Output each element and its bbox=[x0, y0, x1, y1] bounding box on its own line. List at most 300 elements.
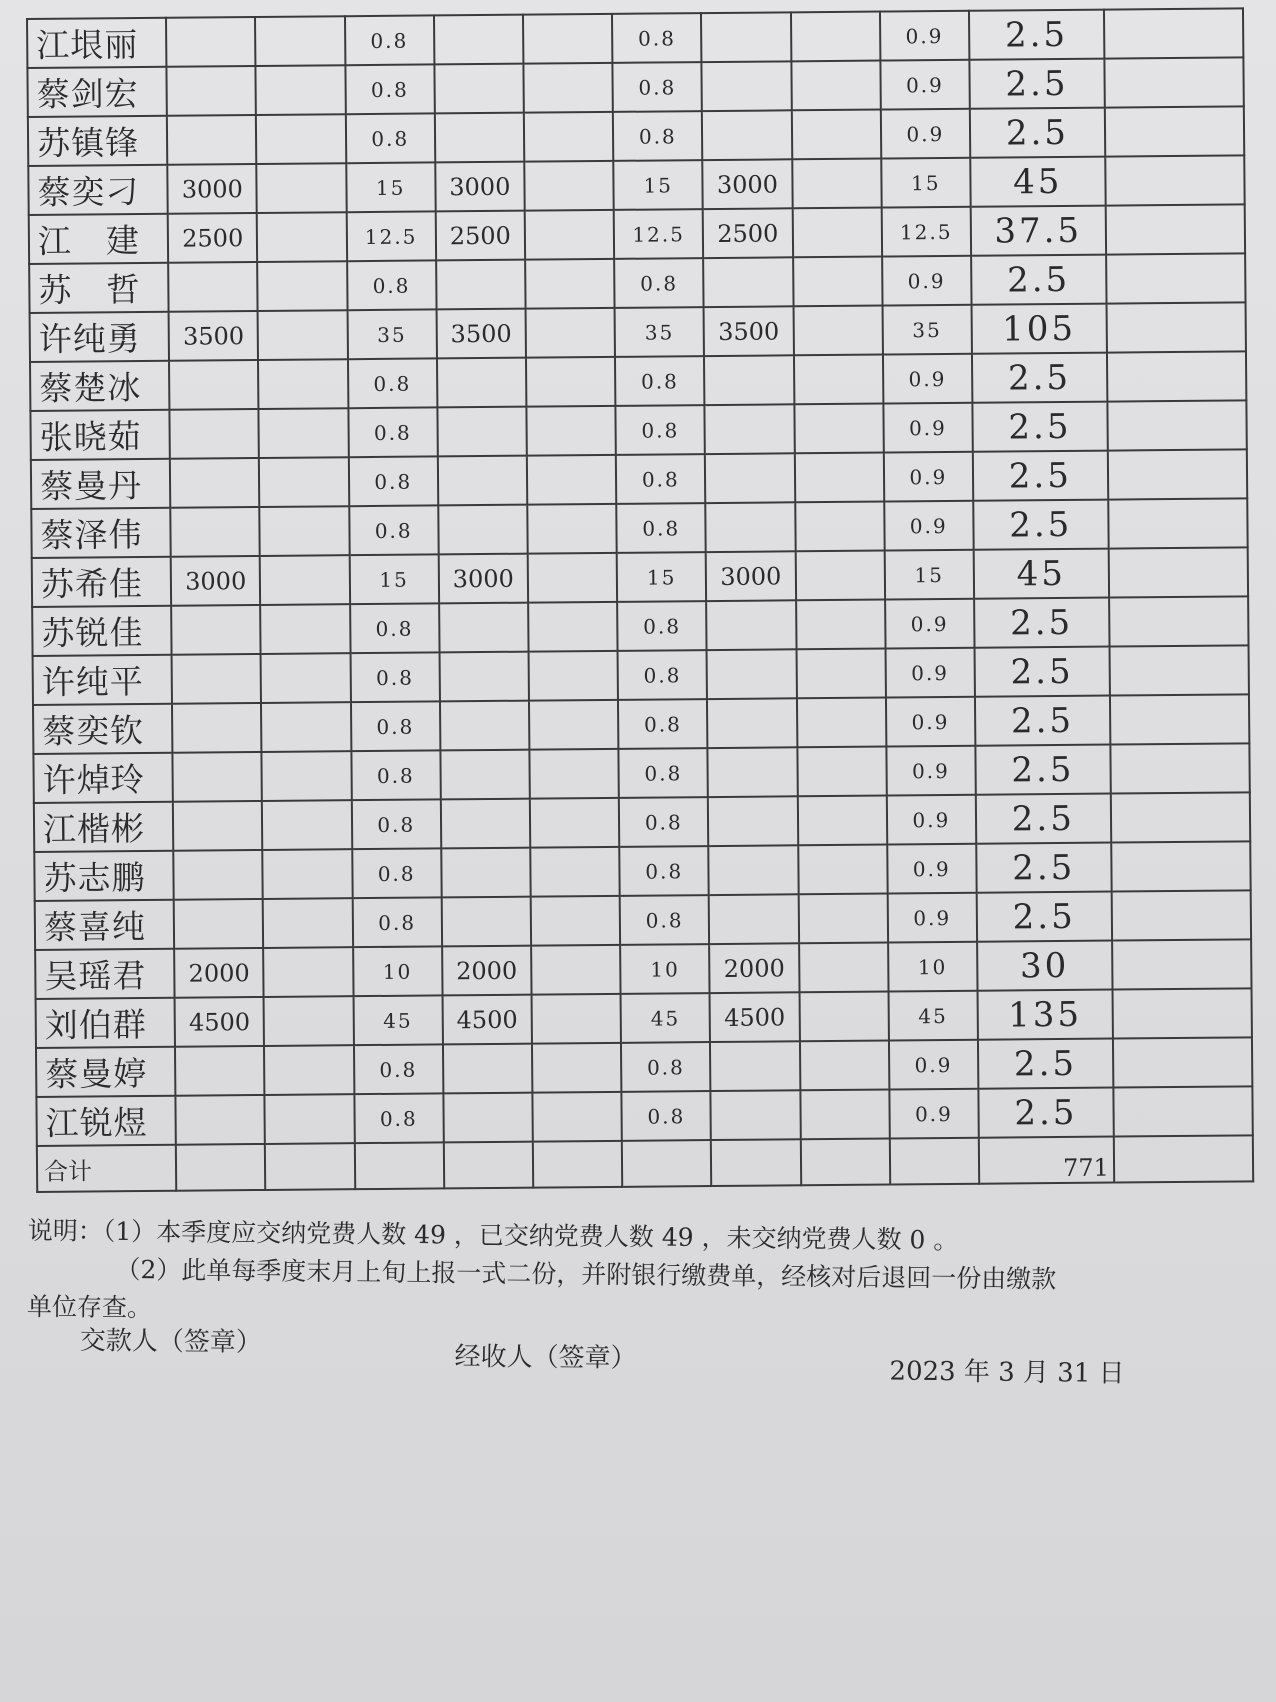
income-cell bbox=[708, 796, 798, 846]
fee-cell: 0.8 bbox=[345, 15, 435, 65]
remark-cell bbox=[1107, 400, 1247, 450]
income-cell bbox=[173, 752, 263, 802]
income-cell bbox=[172, 654, 262, 704]
income-cell bbox=[795, 551, 885, 601]
income-cell bbox=[791, 12, 881, 62]
income-cell bbox=[794, 355, 884, 405]
income-cell bbox=[176, 1095, 266, 1145]
fee-cell: 0.9 bbox=[883, 354, 973, 404]
fee-cell: 0.8 bbox=[614, 258, 704, 308]
member-name-cell: 蔡曼丹 bbox=[31, 459, 171, 509]
income-cell bbox=[259, 408, 349, 458]
receiver-signature-label: 经收人（签章） bbox=[454, 1341, 637, 1374]
income-cell: 2000 bbox=[442, 946, 532, 996]
fee-cell: 0.9 bbox=[882, 256, 972, 306]
income-cell bbox=[434, 64, 524, 114]
income-cell bbox=[532, 994, 622, 1044]
fee-cell: 35 bbox=[882, 305, 972, 355]
income-cell bbox=[527, 504, 617, 554]
fee-cell: 0.9 bbox=[883, 403, 973, 453]
total-fee-cell: 45 bbox=[974, 549, 1109, 599]
remark-cell bbox=[1105, 155, 1245, 205]
income-cell bbox=[792, 159, 882, 209]
income-cell bbox=[524, 112, 614, 162]
summary-total: 771 bbox=[979, 1137, 1114, 1184]
income-cell bbox=[258, 310, 348, 360]
fee-cell: 0.8 bbox=[354, 1093, 444, 1143]
income-cell bbox=[525, 259, 615, 309]
payer-signature-label: 交款人（签章） bbox=[79, 1325, 262, 1358]
member-name-cell: 苏镇锋 bbox=[28, 116, 168, 166]
income-cell bbox=[709, 894, 799, 944]
income-cell: 3500 bbox=[169, 311, 259, 361]
income-cell bbox=[524, 161, 614, 211]
income-cell bbox=[438, 456, 528, 506]
fee-cell: 0.8 bbox=[616, 405, 706, 455]
income-cell bbox=[168, 262, 258, 312]
total-fee-cell: 2.5 bbox=[969, 59, 1104, 109]
summary-empty-cell bbox=[444, 1142, 534, 1189]
income-cell: 4500 bbox=[710, 992, 800, 1042]
income-cell bbox=[440, 750, 530, 800]
income-cell bbox=[530, 798, 620, 848]
fee-cell: 0.9 bbox=[886, 697, 976, 747]
income-cell bbox=[167, 115, 257, 165]
income-cell bbox=[170, 507, 260, 557]
note-line-1: 说明：（1）本季度应交纳党费人数 49 ，已交纳党费人数 49 ，未交纳党费人数 0 。 bbox=[27, 1215, 959, 1255]
member-name-cell: 江 建 bbox=[29, 214, 169, 264]
income-cell: 2000 bbox=[174, 948, 264, 998]
income-cell bbox=[262, 751, 352, 801]
member-name-cell: 江锐煜 bbox=[36, 1096, 176, 1146]
income-cell bbox=[172, 703, 262, 753]
income-cell bbox=[258, 261, 348, 311]
income-cell bbox=[705, 404, 795, 454]
income-cell bbox=[261, 702, 351, 752]
income-cell bbox=[796, 600, 886, 650]
income-cell bbox=[797, 747, 887, 797]
total-fee-cell: 37.5 bbox=[971, 206, 1106, 256]
fee-cell: 45 bbox=[888, 991, 978, 1041]
total-fee-cell: 2.5 bbox=[974, 598, 1109, 648]
member-name-cell: 苏志鹏 bbox=[34, 851, 174, 901]
fee-cell: 0.9 bbox=[889, 1040, 979, 1090]
fee-cell: 0.8 bbox=[619, 748, 709, 798]
summary-label: 合计 bbox=[37, 1145, 177, 1192]
remark-cell bbox=[1112, 939, 1252, 989]
party-fee-table bbox=[26, 7, 1254, 1193]
summary-empty-cell bbox=[176, 1144, 266, 1191]
income-cell bbox=[441, 848, 531, 898]
fee-cell: 0.9 bbox=[887, 844, 977, 894]
notes-section bbox=[27, 1212, 1248, 1339]
total-fee-cell: 2.5 bbox=[978, 1039, 1113, 1089]
income-cell bbox=[434, 15, 524, 65]
signature-row bbox=[79, 1320, 1179, 1389]
fee-cell: 15 bbox=[617, 552, 707, 602]
total-fee-cell: 2.5 bbox=[974, 647, 1109, 697]
member-name-cell: 蔡奕刁 bbox=[28, 165, 168, 215]
total-fee-cell: 30 bbox=[977, 941, 1112, 991]
summary-empty-cell bbox=[711, 1139, 801, 1186]
income-cell bbox=[706, 600, 796, 650]
fee-cell: 0.8 bbox=[617, 601, 707, 651]
total-fee-cell: 2.5 bbox=[978, 1088, 1113, 1138]
income-cell bbox=[256, 114, 346, 164]
fee-cell: 10 bbox=[353, 946, 443, 996]
income-cell bbox=[526, 357, 616, 407]
fee-cell: 0.8 bbox=[615, 356, 705, 406]
income-cell: 3000 bbox=[171, 556, 261, 606]
income-cell bbox=[441, 799, 531, 849]
fee-cell: 0.9 bbox=[885, 648, 975, 698]
member-name-cell: 刘伯群 bbox=[36, 998, 176, 1048]
fee-cell: 0.8 bbox=[616, 503, 706, 553]
fee-cell: 0.9 bbox=[887, 893, 977, 943]
fee-cell: 0.8 bbox=[621, 1042, 711, 1092]
total-fee-cell: 135 bbox=[977, 990, 1112, 1040]
remark-cell bbox=[1111, 890, 1251, 940]
income-cell: 3500 bbox=[704, 306, 794, 356]
total-fee-cell: 2.5 bbox=[976, 794, 1111, 844]
member-name-cell: 蔡剑宏 bbox=[27, 67, 167, 117]
income-cell bbox=[256, 65, 346, 115]
fee-cell: 10 bbox=[888, 942, 978, 992]
income-cell bbox=[263, 849, 353, 899]
income-cell bbox=[529, 700, 619, 750]
remark-cell bbox=[1108, 449, 1248, 499]
remark-cell bbox=[1107, 351, 1247, 401]
income-cell bbox=[709, 845, 799, 895]
fee-cell: 0.8 bbox=[613, 111, 703, 161]
note-line-3: 单位存查。 bbox=[26, 1291, 153, 1323]
total-fee-cell: 2.5 bbox=[976, 843, 1111, 893]
income-cell bbox=[528, 553, 618, 603]
member-name-cell: 苏希佳 bbox=[32, 557, 172, 607]
income-cell: 2500 bbox=[703, 208, 793, 258]
income-cell bbox=[796, 649, 886, 699]
total-fee-cell: 2.5 bbox=[977, 892, 1112, 942]
fee-cell: 0.8 bbox=[613, 62, 703, 112]
income-cell bbox=[437, 407, 527, 457]
fee-cell: 0.8 bbox=[619, 846, 709, 896]
fee-cell: 0.8 bbox=[347, 260, 437, 310]
fee-cell: 0.9 bbox=[885, 599, 975, 649]
total-fee-cell: 2.5 bbox=[970, 108, 1105, 158]
income-cell bbox=[531, 945, 621, 995]
income-cell bbox=[523, 14, 613, 64]
income-cell bbox=[702, 110, 792, 160]
total-fee-cell: 2.5 bbox=[971, 255, 1106, 305]
fee-cell: 0.8 bbox=[622, 1091, 712, 1141]
fee-cell: 0.8 bbox=[352, 897, 442, 947]
fee-cell: 15 bbox=[881, 158, 971, 208]
income-cell: 3000 bbox=[438, 554, 528, 604]
fee-table-body bbox=[27, 8, 1253, 1192]
income-cell bbox=[529, 749, 619, 799]
income-cell: 3000 bbox=[168, 164, 258, 214]
fee-cell: 12.5 bbox=[346, 211, 436, 261]
income-cell bbox=[443, 1044, 533, 1094]
income-cell: 3000 bbox=[435, 162, 525, 212]
income-cell bbox=[799, 992, 889, 1042]
summary-empty-cell bbox=[354, 1142, 444, 1189]
member-name-cell: 吴瑶君 bbox=[35, 949, 175, 999]
income-cell bbox=[708, 747, 798, 797]
fee-cell: 35 bbox=[615, 307, 705, 357]
member-name-cell: 蔡曼婷 bbox=[36, 1047, 176, 1097]
summary-empty-cell bbox=[890, 1138, 980, 1185]
member-name-cell: 江楷彬 bbox=[34, 802, 174, 852]
remark-cell bbox=[1105, 204, 1245, 254]
income-cell bbox=[443, 1093, 533, 1143]
total-fee-cell: 2.5 bbox=[972, 402, 1107, 452]
income-cell bbox=[800, 1090, 890, 1140]
income-cell bbox=[706, 502, 796, 552]
total-fee-cell: 45 bbox=[970, 157, 1105, 207]
income-cell bbox=[791, 110, 881, 160]
fee-cell: 15 bbox=[884, 550, 974, 600]
income-cell bbox=[171, 605, 261, 655]
income-cell: 3000 bbox=[703, 159, 793, 209]
income-cell: 2500 bbox=[435, 211, 525, 261]
fee-cell: 0.9 bbox=[884, 501, 974, 551]
income-cell bbox=[264, 996, 354, 1046]
income-cell bbox=[438, 505, 528, 555]
date-label: 2023 年 3 月 31 日 bbox=[889, 1356, 1125, 1389]
income-cell bbox=[794, 404, 884, 454]
income-cell bbox=[261, 653, 351, 703]
income-cell bbox=[707, 698, 797, 748]
income-cell bbox=[167, 66, 257, 116]
member-name-cell: 苏锐佳 bbox=[32, 606, 172, 656]
income-cell bbox=[259, 457, 349, 507]
total-fee-cell: 2.5 bbox=[972, 353, 1107, 403]
income-cell bbox=[439, 652, 529, 702]
income-cell bbox=[170, 409, 260, 459]
income-cell bbox=[794, 453, 884, 503]
fee-cell: 0.8 bbox=[345, 64, 435, 114]
fee-cell: 0.8 bbox=[350, 603, 440, 653]
income-cell bbox=[173, 850, 263, 900]
income-cell bbox=[437, 358, 527, 408]
total-fee-cell: 2.5 bbox=[973, 500, 1108, 550]
income-cell bbox=[257, 212, 347, 262]
remark-cell bbox=[1106, 302, 1246, 352]
income-cell bbox=[260, 555, 350, 605]
fee-cell: 12.5 bbox=[614, 209, 704, 259]
fee-cell: 0.8 bbox=[612, 13, 702, 63]
total-fee-cell: 2.5 bbox=[975, 745, 1110, 795]
income-cell bbox=[791, 61, 881, 111]
fee-cell: 0.8 bbox=[348, 358, 438, 408]
income-cell bbox=[527, 455, 617, 505]
fee-cell: 12.5 bbox=[881, 207, 971, 257]
fee-cell: 0.8 bbox=[352, 848, 442, 898]
fee-cell: 35 bbox=[347, 309, 437, 359]
income-cell bbox=[526, 308, 616, 358]
income-cell bbox=[529, 651, 619, 701]
summary-empty-cell bbox=[800, 1139, 890, 1186]
remark-cell bbox=[1111, 841, 1251, 891]
fee-cell: 0.8 bbox=[618, 699, 708, 749]
income-cell bbox=[799, 943, 889, 993]
income-cell bbox=[525, 210, 615, 260]
income-cell bbox=[255, 16, 345, 66]
member-name-cell: 蔡泽伟 bbox=[31, 508, 171, 558]
fee-cell: 0.9 bbox=[886, 746, 976, 796]
income-cell bbox=[523, 63, 613, 113]
income-cell bbox=[798, 894, 888, 944]
income-cell bbox=[796, 698, 886, 748]
fee-cell: 0.8 bbox=[351, 750, 441, 800]
income-cell bbox=[435, 113, 525, 163]
fee-cell: 0.9 bbox=[881, 109, 971, 159]
fee-cell: 0.8 bbox=[348, 456, 438, 506]
fee-cell: 15 bbox=[349, 554, 439, 604]
income-cell bbox=[439, 603, 529, 653]
income-cell bbox=[264, 1045, 354, 1095]
income-cell bbox=[702, 61, 792, 111]
income-cell bbox=[710, 1041, 800, 1091]
income-cell bbox=[707, 649, 797, 699]
fee-cell: 0.8 bbox=[620, 895, 710, 945]
fee-cell: 0.9 bbox=[880, 60, 970, 110]
member-name-cell: 许焯玲 bbox=[33, 753, 173, 803]
income-cell: 2000 bbox=[709, 943, 799, 993]
income-cell bbox=[263, 898, 353, 948]
income-cell bbox=[173, 801, 263, 851]
income-cell bbox=[169, 360, 259, 410]
income-cell bbox=[798, 845, 888, 895]
income-cell bbox=[711, 1090, 801, 1140]
remark-cell bbox=[1106, 253, 1246, 303]
income-cell bbox=[795, 502, 885, 552]
income-cell: 4500 bbox=[175, 997, 265, 1047]
fee-cell: 45 bbox=[621, 993, 711, 1043]
fee-cell: 0.8 bbox=[345, 113, 435, 163]
member-name-cell: 蔡奕钦 bbox=[33, 704, 173, 754]
fee-cell: 0.9 bbox=[880, 11, 970, 61]
total-fee-cell: 2.5 bbox=[973, 451, 1108, 501]
total-fee-cell: 105 bbox=[971, 304, 1106, 354]
summary-empty-cell bbox=[265, 1143, 355, 1190]
remark-cell bbox=[1109, 645, 1249, 695]
income-cell bbox=[258, 359, 348, 409]
income-cell bbox=[531, 896, 621, 946]
summary-empty-cell bbox=[622, 1140, 712, 1187]
income-cell bbox=[257, 163, 347, 213]
income-cell bbox=[175, 1046, 265, 1096]
income-cell bbox=[166, 17, 256, 67]
income-cell bbox=[260, 506, 350, 556]
income-cell: 3500 bbox=[436, 309, 526, 359]
income-cell: 3000 bbox=[706, 551, 796, 601]
remark-cell bbox=[1108, 498, 1248, 548]
fee-cell: 15 bbox=[346, 162, 436, 212]
member-name-cell: 蔡楚冰 bbox=[30, 361, 170, 411]
member-name-cell: 苏 哲 bbox=[29, 263, 169, 313]
income-cell bbox=[440, 701, 530, 751]
remark-cell bbox=[1104, 8, 1244, 58]
income-cell bbox=[441, 897, 531, 947]
income-cell bbox=[793, 257, 883, 307]
income-cell: 4500 bbox=[442, 995, 532, 1045]
income-cell bbox=[705, 453, 795, 503]
member-name-cell: 许纯勇 bbox=[30, 312, 170, 362]
remark-cell bbox=[1113, 1037, 1253, 1087]
fee-cell: 0.8 bbox=[351, 701, 441, 751]
total-fee-cell: 2.5 bbox=[969, 10, 1104, 60]
income-cell bbox=[792, 208, 882, 258]
fee-cell: 45 bbox=[353, 995, 443, 1045]
fee-cell: 0.8 bbox=[351, 799, 441, 849]
summary-row bbox=[37, 1135, 1253, 1192]
income-cell bbox=[703, 257, 793, 307]
income-cell bbox=[530, 847, 620, 897]
remark-cell bbox=[1110, 743, 1250, 793]
remark-cell bbox=[1104, 57, 1244, 107]
fee-cell: 0.8 bbox=[354, 1044, 444, 1094]
income-cell bbox=[170, 458, 260, 508]
remark-cell bbox=[1109, 596, 1249, 646]
income-cell bbox=[704, 355, 794, 405]
income-cell bbox=[528, 602, 618, 652]
member-name-cell: 张晓茹 bbox=[30, 410, 170, 460]
income-cell bbox=[799, 1041, 889, 1091]
income-cell bbox=[261, 604, 351, 654]
income-cell bbox=[265, 1094, 355, 1144]
fee-cell: 0.9 bbox=[889, 1089, 979, 1139]
fee-table-wrapper bbox=[26, 7, 1254, 1193]
income-cell bbox=[532, 1043, 622, 1093]
remark-cell bbox=[1105, 106, 1245, 156]
remark-cell bbox=[1111, 792, 1251, 842]
fee-cell: 0.8 bbox=[619, 797, 709, 847]
summary-remark-cell bbox=[1114, 1135, 1254, 1182]
fee-cell: 0.8 bbox=[350, 652, 440, 702]
income-cell bbox=[174, 899, 264, 949]
income-cell bbox=[262, 800, 352, 850]
fee-cell: 0.8 bbox=[618, 650, 708, 700]
income-cell bbox=[701, 12, 791, 62]
income-cell bbox=[532, 1092, 622, 1142]
income-cell bbox=[526, 406, 616, 456]
fee-cell: 0.9 bbox=[884, 452, 974, 502]
income-cell: 2500 bbox=[168, 213, 258, 263]
income-cell bbox=[264, 947, 354, 997]
total-fee-cell: 2.5 bbox=[975, 696, 1110, 746]
member-name-cell: 蔡喜纯 bbox=[35, 900, 175, 950]
fee-cell: 10 bbox=[620, 944, 710, 994]
summary-empty-cell bbox=[533, 1141, 623, 1188]
remark-cell bbox=[1110, 694, 1250, 744]
income-cell bbox=[797, 796, 887, 846]
income-cell bbox=[793, 306, 883, 356]
note-line-2: （2）此单每季度末月上旬上报一式二份，并附银行缴费单，经核对后退回一份由缴款 bbox=[115, 1254, 1057, 1294]
fee-cell: 0.9 bbox=[887, 795, 977, 845]
remark-cell bbox=[1112, 988, 1252, 1038]
member-name-cell: 江垠丽 bbox=[27, 18, 167, 68]
remark-cell bbox=[1108, 547, 1248, 597]
income-cell bbox=[436, 260, 526, 310]
fee-cell: 0.8 bbox=[348, 407, 438, 457]
remark-cell bbox=[1113, 1086, 1253, 1136]
fee-cell: 15 bbox=[613, 160, 703, 210]
member-name-cell: 许纯平 bbox=[33, 655, 173, 705]
fee-cell: 0.8 bbox=[349, 505, 439, 555]
fee-cell: 0.8 bbox=[616, 454, 706, 504]
